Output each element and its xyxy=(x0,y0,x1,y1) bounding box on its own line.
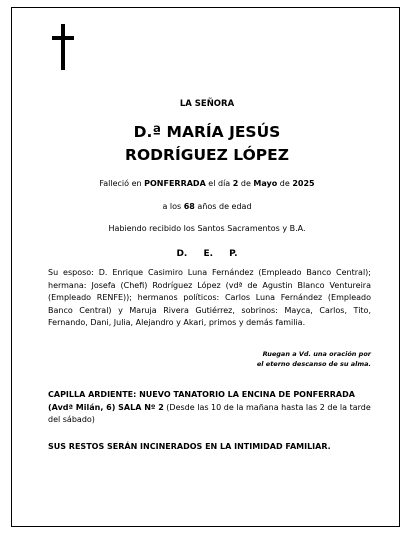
cross-icon xyxy=(52,24,74,70)
sacraments-line: Habiendo recibido los Santos Sacramentos y B.A. xyxy=(108,224,306,233)
death-place: PONFERRADA xyxy=(144,179,206,188)
prayer-line-2: el eterno descanso de su alma. xyxy=(256,360,371,368)
death-mid-1: el día xyxy=(205,179,233,188)
chapel-hours: (Desde las 10 de la mañana hasta las 2 de la tarde del sábado) xyxy=(48,402,371,424)
death-month: Mayo xyxy=(253,179,278,188)
deceased-name xyxy=(0,121,414,167)
death-mid-2: de xyxy=(238,179,254,188)
death-mid-3: de xyxy=(277,179,293,188)
age-years: 68 xyxy=(183,202,195,211)
remains-line: SUS RESTOS SERÁN INCINERADOS EN LA INTIMIDAD FAMILIAR. xyxy=(48,442,331,451)
death-year: 2025 xyxy=(292,179,315,188)
age-prefix: a los xyxy=(162,202,184,211)
age-info xyxy=(0,202,414,211)
death-info xyxy=(0,179,414,188)
death-prefix: Falleció en xyxy=(99,179,145,188)
chapel-location: CAPILLA ARDIENTE: NUEVO TANATORIO LA ENCINA DE PONFERRADA (Avdª Milán, 6) SALA Nº 2 xyxy=(48,390,355,412)
name-line-2: RODRÍGUEZ LÓPEZ xyxy=(125,146,289,164)
chapel-info xyxy=(48,389,374,427)
title-line: LA SEÑORA xyxy=(179,99,235,109)
prayer-request xyxy=(257,349,371,369)
dep-line: D. E. P. xyxy=(176,249,238,259)
name-line-1: D.ª MARÍA JESÚS xyxy=(133,123,281,141)
death-day: 2 xyxy=(232,179,239,188)
family-paragraph: Su esposo: D. Enrique Casimiro Luna Fernández (Empleado Banco Central); hermana: Josefa (Chefi) Rodríguez López (vdª de Agustin Blanco Ventureira (Empleado RENFE)); hermanos políticos: Carlos Luna Fernández (Empleado Banco Central) y Maruja Rivera Gutiérrez, sobrinos: Mayca, Carlos, Tito, Fernando, Dani, Julia, Alejandro y Akari, primos y demás familia. xyxy=(48,268,371,327)
prayer-line-1: Ruegan a Vd. una oración por xyxy=(262,350,371,358)
age-suffix: años de edad xyxy=(194,202,252,211)
